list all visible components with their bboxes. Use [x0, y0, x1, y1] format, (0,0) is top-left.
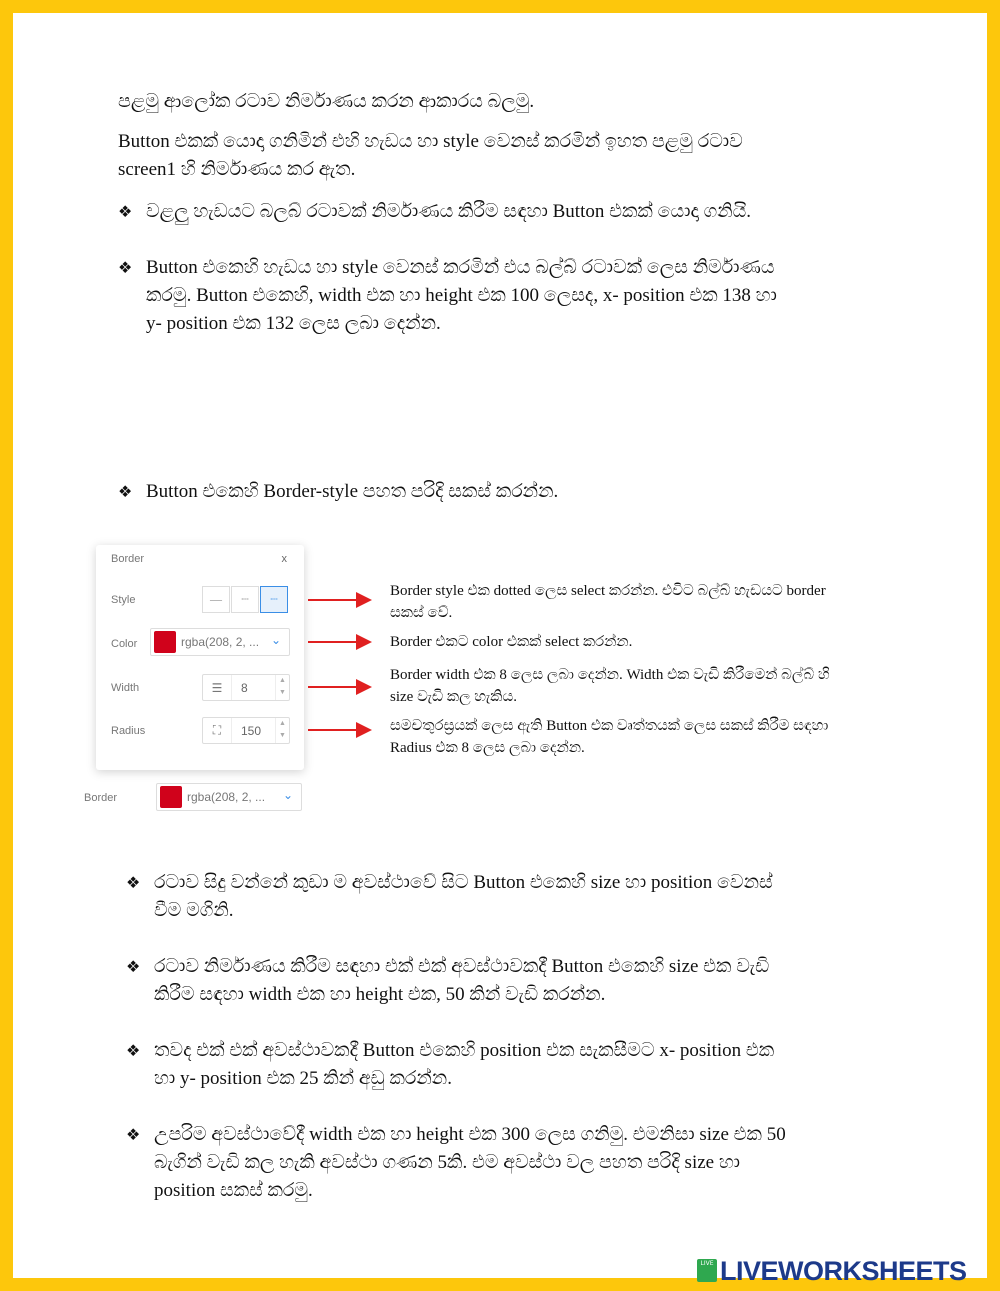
annotation-line: සමචතුරස්‍රයක් ලෙස ඇති Button එක වෘත්තයක් ලෙස සකස් කිරීම සඳහා: [390, 718, 829, 734]
bullet-item: [126, 953, 916, 1009]
stepper-arrows[interactable]: ▲ ▼: [275, 718, 289, 743]
radius-label: Radius: [111, 725, 146, 737]
annotation-style: [390, 580, 910, 624]
bullet-text: වීම මගිනි.: [154, 900, 234, 921]
color-select[interactable]: [150, 628, 290, 656]
liveworksheets-logo[interactable]: [697, 1256, 989, 1286]
dotted-line-icon: ┈: [270, 592, 278, 606]
border-style-selector: [200, 586, 290, 614]
diamond-bullet-icon: ❖: [118, 482, 133, 501]
bullet-text: position සකස් කරමු.: [154, 1180, 313, 1201]
diamond-bullet-icon: ❖: [118, 202, 133, 221]
bullet-item: [126, 1037, 916, 1093]
color-value: rgba(208, 2, ...: [187, 790, 266, 804]
dotted-style-button[interactable]: [260, 586, 288, 613]
bullet-text: Button එකෙහි Border-style පහත පරිදි සකස් කරන්න.: [146, 481, 559, 502]
diamond-bullet-icon: ❖: [126, 957, 141, 976]
annotation-radius: [390, 715, 910, 759]
intro-line-2b: screen1 හි නිර්මාණය කර ඇත.: [118, 159, 356, 180]
radius-value: 150: [241, 724, 262, 738]
intro-line-2a: Button එකක් යොදා ගනිමින් එහි හැඩය හා style වෙනස් කරමින් ඉහත පළමු රටාව: [118, 131, 743, 152]
logo-text: LIVEWORKSHEETS: [720, 1256, 967, 1286]
border-color-select[interactable]: [156, 783, 302, 811]
annotation-line: Border width එක 8 ලෙස ලබා දෙන්න. Width එක වැඩි කිරීමෙන් බල්බ් හි: [390, 667, 830, 683]
corner-radius-icon: ⛶: [203, 718, 232, 743]
dashed-line-icon: ┈: [241, 592, 249, 606]
bullet-text: බැගින් වැඩි කල හැකි අවස්ථා ගණන 5කි. එම අවස්ථා වල පහත පරිදි size හා: [154, 1152, 741, 1173]
diamond-bullet-icon: ❖: [126, 1125, 141, 1144]
bullet-item: [118, 198, 918, 226]
close-icon[interactable]: x: [281, 553, 287, 565]
annotation-line: සකස් වේ.: [390, 605, 453, 621]
bullet-text: උපරිම අවස්ථාවේදී width එක හා height එක 300 ලෙස ගනිමු. එමනිසා size එක 50: [154, 1124, 786, 1145]
annotation-arrows: [300, 590, 372, 740]
panel-title: Border: [111, 553, 145, 565]
dashed-style-button[interactable]: [231, 586, 259, 613]
width-label: Width: [111, 682, 140, 694]
solid-style-button[interactable]: [202, 586, 230, 613]
logo-badge: LIVE: [697, 1259, 717, 1282]
annotation-line: Radius එක 8 ලෙස ලබා දෙන්න.: [390, 740, 585, 756]
bullet-text: හා y- position එක 25 කින් අඩු කරන්න.: [154, 1068, 452, 1089]
border-label: Border: [84, 792, 118, 804]
diamond-bullet-icon: ❖: [118, 258, 133, 277]
color-swatch: [160, 786, 182, 808]
bullet-text: රටාව නිර්මාණය කිරීම සඳහා එක් එක් අවස්ථාවකදී Button එකෙහි size එක වැඩි: [154, 956, 770, 977]
diamond-bullet-icon: ❖: [126, 873, 141, 892]
radius-stepper[interactable]: [202, 717, 290, 744]
bullet-item: [118, 254, 918, 338]
bullet-text: වළලු හැඩයට බලබ් රටාවක් නිර්මාණය කිරීම සඳහා Button එකක් යොදා ගනියි.: [146, 201, 752, 222]
solid-line-icon: —: [210, 592, 222, 606]
line-weight-icon: ☰: [203, 675, 232, 700]
annotation-line: Border style එක dotted ලෙස select කරන්න. එවිට බල්බ් හැඩයට border: [390, 583, 826, 599]
chevron-down-icon: ⌄: [282, 788, 293, 802]
diamond-bullet-icon: ❖: [126, 1041, 141, 1060]
style-label: Style: [111, 594, 136, 606]
color-value: rgba(208, 2, ...: [181, 635, 260, 649]
chevron-down-icon: ⌄: [270, 633, 281, 647]
annotation-color: [390, 631, 910, 653]
bullet-item: [118, 478, 918, 506]
bullet-text: තවද එක් එක් අවස්ථාවකදී Button එකෙහි position එක සැකසීමට x- position එක: [154, 1040, 775, 1061]
bullet-text: කිරීම සඳහා width එක හා height එක, 50 කින් වැඩි කරන්න.: [154, 984, 606, 1005]
width-stepper[interactable]: [202, 674, 290, 701]
bullet-text: Button එකෙහි හැඩය හා style වෙනස් කරමින් එය බල්බ් රටාවක් ලෙස නිර්මාණය: [146, 257, 775, 278]
bullet-text: රටාව සිදු වන්නේ කුඩා ම අවස්ථාවේ සිට Button එකෙහි size හා position වෙනස්: [154, 872, 773, 893]
width-value: 8: [241, 681, 248, 695]
color-swatch: [154, 631, 176, 653]
bullet-item: [126, 1121, 916, 1205]
intro-line-1: පළමු ආලෝක රටාව නිර්මාණය කරන ආකාරය බලමු.: [118, 91, 535, 112]
annotation-width: [390, 664, 910, 708]
color-label: Color: [111, 638, 138, 650]
annotation-line: size වැඩි කල හැකිය.: [390, 689, 517, 705]
annotation-line: Border එකට color එකක් select කරන්න.: [390, 634, 633, 650]
bullet-item: [126, 869, 916, 925]
bullet-text: කරමු. Button එකෙහි, width එක හා height එක 100 ලෙසද, x- position එක 138 හා: [146, 285, 777, 306]
stepper-arrows[interactable]: ▲ ▼: [275, 675, 289, 700]
bullet-text: y- position එක 132 ලෙස ලබා දෙන්න.: [146, 313, 441, 334]
